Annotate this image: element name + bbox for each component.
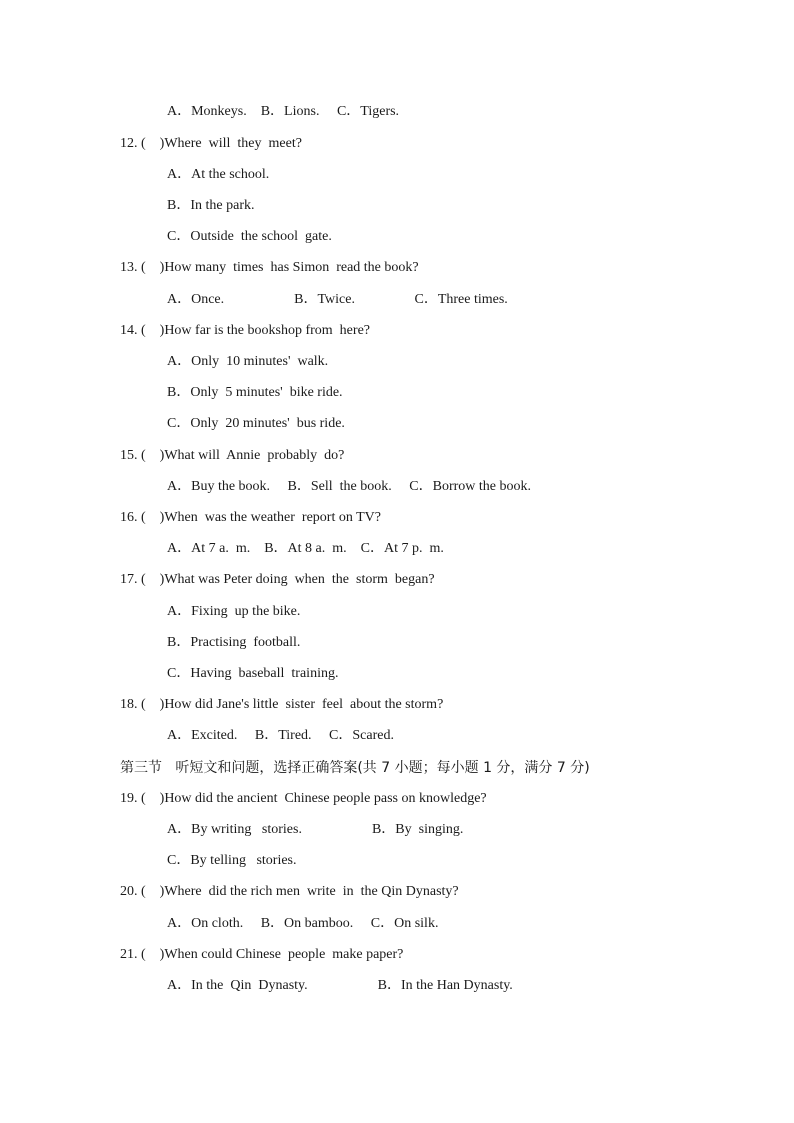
q20-options: A．On cloth. B．On bamboo. C．On silk. <box>167 916 439 931</box>
q19-question: 19. ( )How did the ancient Chinese people pass on knowledge? <box>120 791 487 806</box>
q14-option-a: A．Only 10 minutes' walk. <box>167 354 329 369</box>
q12-question: 12. ( )Where will they meet? <box>120 136 302 151</box>
q21-question: 21. ( )When could Chinese people make paper? <box>120 947 404 962</box>
q18-options: A．Excited. B．Tired. C．Scared. <box>167 728 394 743</box>
q21-options: A．In the Qin Dynasty. B．In the Han Dynasty. <box>167 978 513 993</box>
q19-option-c: C．By telling stories. <box>167 853 297 868</box>
q17-question: 17. ( )What was Peter doing when the storm began? <box>120 572 435 587</box>
q12-option-b: B．In the park. <box>167 198 255 213</box>
q16-options: A．At 7 a. m. B．At 8 a. m. C．At 7 p. m. <box>167 541 444 556</box>
q16-question: 16. ( )When was the weather report on TV? <box>120 510 381 525</box>
q14-option-b: B．Only 5 minutes' bike ride. <box>167 385 343 400</box>
q13-options: A．Once. B．Twice. C．Three times. <box>167 292 508 307</box>
q18-question: 18. ( )How did Jane's little sister feel about the storm? <box>120 697 444 712</box>
q12-option-a: A．At the school. <box>167 167 270 182</box>
q15-options: A．Buy the book. B．Sell the book. C．Borrow the book. <box>167 479 531 494</box>
q17-option-c: C．Having baseball training. <box>167 666 339 681</box>
q13-question: 13. ( )How many times has Simon read the book? <box>120 260 419 275</box>
q14-option-c: C．Only 20 minutes' bus ride. <box>167 416 345 431</box>
q19-options-ab: A．By writing stories. B．By singing. <box>167 822 464 837</box>
q17-option-a: A．Fixing up the bike. <box>167 604 301 619</box>
q12-option-c: C．Outside the school gate. <box>167 229 332 244</box>
q14-question: 14. ( )How far is the bookshop from here? <box>120 323 370 338</box>
q17-option-b: B．Practising football. <box>167 635 301 650</box>
q11-options: A．Monkeys. B．Lions. C．Tigers. <box>167 104 400 119</box>
q15-question: 15. ( )What will Annie probably do? <box>120 448 345 463</box>
section-3-heading: 第三节 听短文和问题，选择正确答案(共 7 小题；每小题 1 分，满分 7 分) <box>120 760 590 776</box>
q20-question: 20. ( )Where did the rich men write in the Qin Dynasty? <box>120 884 459 899</box>
